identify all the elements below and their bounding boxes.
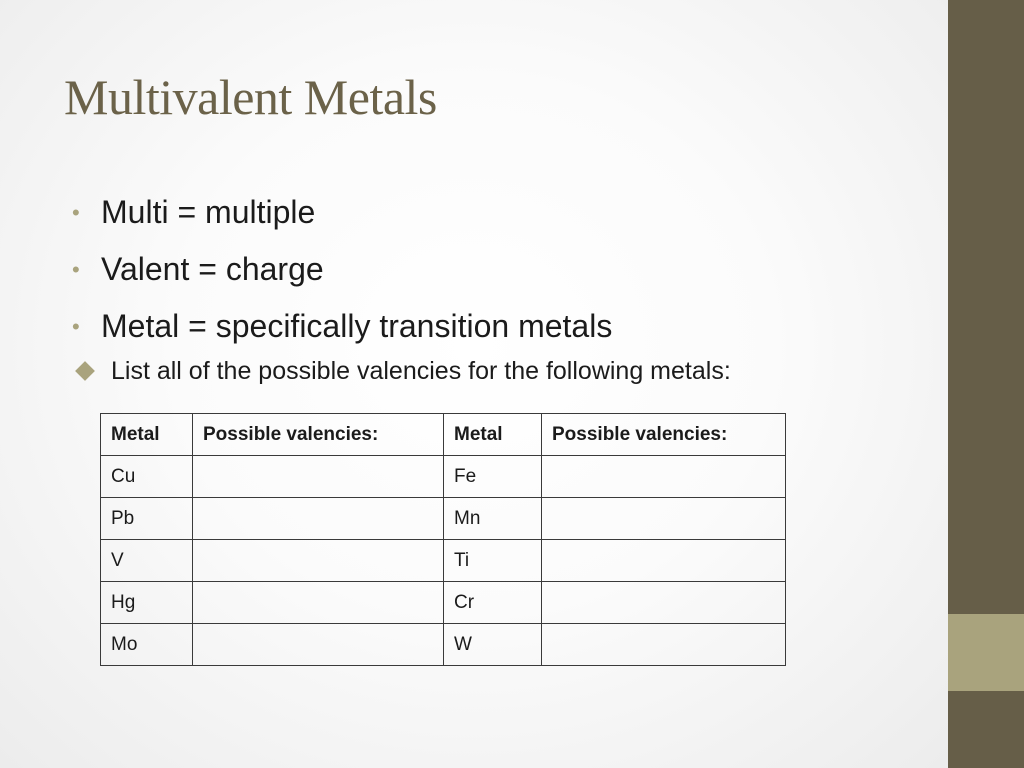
sub-bullet-item	[78, 349, 731, 393]
bullet-dot-icon: •	[72, 199, 80, 225]
table-row	[101, 540, 786, 582]
metal-cell: Ti	[444, 540, 542, 582]
metal-cell: Pb	[101, 498, 193, 540]
bullet-list	[72, 184, 731, 393]
bullet-dot-icon: •	[72, 256, 80, 282]
bullet-item	[72, 241, 731, 298]
table-row	[101, 624, 786, 666]
bullet-item	[72, 298, 731, 355]
sub-bullet-text: List all of the possible valencies for the following metals:	[111, 356, 731, 385]
header-metal-2: Metal	[444, 414, 542, 456]
table-row	[101, 498, 786, 540]
valency-cell[interactable]	[542, 582, 786, 624]
slide-title: Multivalent Metals	[64, 69, 437, 125]
metal-cell: Hg	[101, 582, 193, 624]
metal-cell: Mo	[101, 624, 193, 666]
valency-cell[interactable]	[193, 582, 444, 624]
table-header-row	[101, 414, 786, 456]
metal-cell: Cu	[101, 456, 193, 498]
metal-cell: V	[101, 540, 193, 582]
metal-cell: W	[444, 624, 542, 666]
header-valencies-2: Possible valencies:	[542, 414, 786, 456]
metal-cell: Mn	[444, 498, 542, 540]
table-row	[101, 456, 786, 498]
valency-cell[interactable]	[193, 624, 444, 666]
header-metal-1: Metal	[101, 414, 193, 456]
valency-cell[interactable]	[193, 540, 444, 582]
valency-cell[interactable]	[193, 498, 444, 540]
valency-cell[interactable]	[542, 540, 786, 582]
metal-cell: Cr	[444, 582, 542, 624]
valency-cell[interactable]	[542, 498, 786, 540]
valency-cell[interactable]	[542, 456, 786, 498]
header-valencies-1: Possible valencies:	[193, 414, 444, 456]
bullet-text: Multi = multiple	[101, 194, 316, 230]
table-row	[101, 582, 786, 624]
sidebar-accent-block	[948, 614, 1024, 691]
decorative-sidebar	[948, 0, 1024, 768]
valency-table	[100, 413, 786, 666]
valency-cell[interactable]	[542, 624, 786, 666]
diamond-bullet-icon	[75, 361, 95, 381]
metal-cell: Fe	[444, 456, 542, 498]
bullet-text: Metal = specifically transition metals	[101, 308, 613, 344]
bullet-dot-icon: •	[72, 313, 80, 339]
bullet-item	[72, 184, 731, 241]
valency-cell[interactable]	[193, 456, 444, 498]
bullet-text: Valent = charge	[101, 251, 324, 287]
